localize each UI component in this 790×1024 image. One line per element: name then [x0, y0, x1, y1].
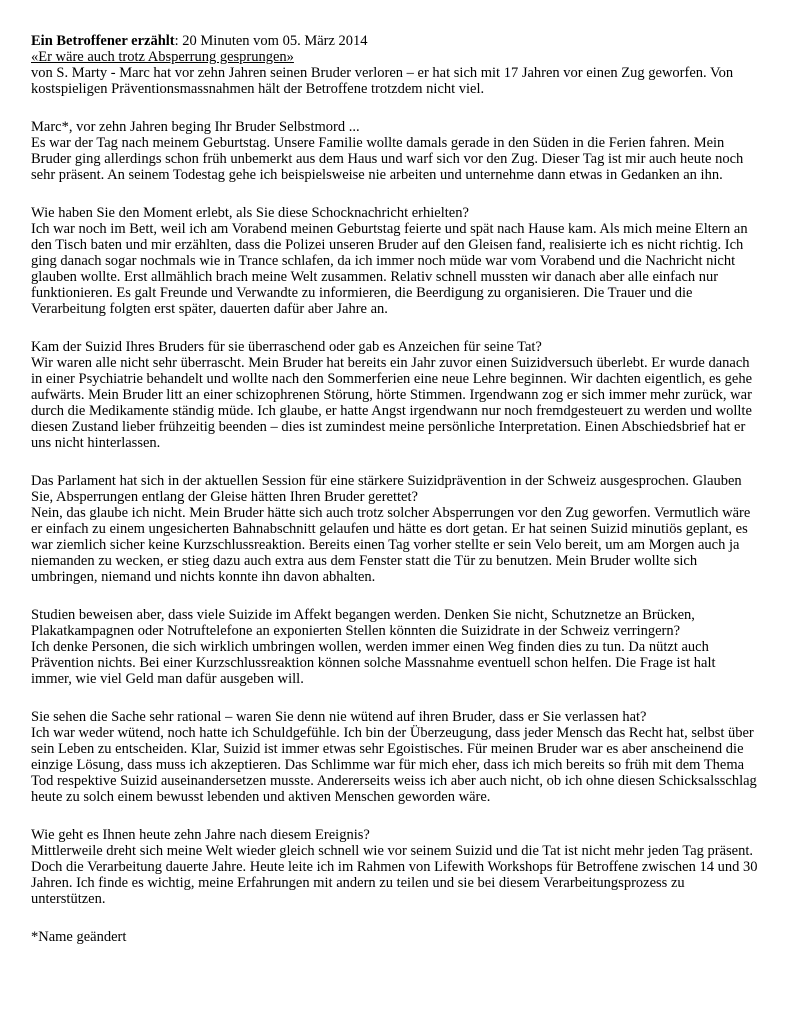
interview-answer: Ich denke Personen, die sich wirklich umbringen wollen, werden immer einen Weg finden dies zu tun. Da nützt auch Prävention nichts. Bei einer Kurzschlussreaktion können solche Massnahme eventuell schon helfen. Die Frage ist halt immer, wie viel Geld man dafür ausgeben will.: [31, 639, 716, 687]
article-source-label: Ein Betroffener erzählt: [31, 33, 175, 49]
interview-question: Das Parlament hat sich in der aktuellen Session für eine stärkere Suizidprävention in der Schweiz ausgesprochen. Glauben Sie, Absperrungen entlang der Gleise hätten Ihren Bruder gerettet?: [31, 473, 742, 505]
article-lead: von S. Marty - Marc hat vor zehn Jahren seinen Bruder verloren – er hat sich mit 17 Jahren vor einen Zug geworfen. Von kostspieligen Präventionsmassnahmen hält der Betroffene trotzdem nicht viel.: [31, 65, 734, 97]
article-lead-block: [31, 49, 759, 97]
article-source-line: [31, 33, 759, 49]
qa-block-6: [31, 709, 759, 805]
interview-answer: Ich war weder wütend, noch hatte ich Schuldgefühle. Ich bin der Überzeugung, dass jeder Mensch das Recht hat, selbst über sein Leben zu entscheiden. Klar, Suizid ist immer etwas sehr Egoistisches. Für meinen Bruder war es aber anscheinend die einzige Lösung, dass muss ich akzeptieren. Das Schlimme war für mich eher, dass ich mich bereits so früh mit dem Thema Tod respektive Suizid auseinandersetzen musste. Andererseits weiss ich aber auch nicht, ob ich ohne diesen Schicksalsschlag heute zu solch einem bewusst lebenden und aktiven Menschen geworden wäre.: [31, 725, 757, 805]
interview-answer: Nein, das glaube ich nicht. Mein Bruder hätte sich auch trotz solcher Absperrungen vor den Zug geworfen. Vermutlich wäre er einfach zu einem ungesicherten Bahnabschnitt gelaufen und hätte es dort getan. Er hat seinen Suizid minutiös geplant, es war ziemlich sicher keine Kurzschlussreaktion. Bereits einen Tag vorher stellte er sein Velo bereit, um am Morgen auch ja niemanden zu wecken, er stieg dazu auch extra aus dem Fenster statt die Tür zu benutzen. Mein Bruder wollte sich umbringen, niemand und nichts konnte ihn davon abhalten.: [31, 505, 751, 585]
interview-question: Sie sehen die Sache sehr rational – waren Sie denn nie wütend auf ihren Bruder, dass er Sie verlassen hat?: [31, 709, 647, 725]
footnote: *Name geändert: [31, 929, 127, 945]
qa-block-1: [31, 119, 759, 183]
interview-answer: Wir waren alle nicht sehr überrascht. Mein Bruder hat bereits ein Jahr zuvor einen Suizidversuch überlebt. Er wurde danach in einer Psychiatrie behandelt und wollte nach den Sommerferien eine neue Lehre beginnen. Wir dachten eigentlich, es gehe aufwärts. Mein Bruder litt an einer schizophrenen Störung, hörte Stimmen. Irgendwann zog er sich immer mehr zurück, war durch die Medikamente ständig müde. Ich glaube, er hatte Angst irgendwann nur noch fremdgesteuert zu werden und wollte diesen Zustand lieber frühzeitig beenden – dies ist zumindest meine persönliche Interpretation. Einen Abschiedsbrief hat er uns nicht hinterlassen.: [31, 355, 753, 451]
qa-block-7: [31, 827, 759, 907]
interview-question: Studien beweisen aber, dass viele Suizide im Affekt begangen werden. Denken Sie nicht, Schutznetze an Brücken, Plakatkampagnen oder Notruftelefone an exponierten Stellen könnten die Suizidrate in der Schweiz verringern?: [31, 607, 695, 639]
interview-question: Wie haben Sie den Moment erlebt, als Sie diese Schocknachricht erhielten?: [31, 205, 469, 221]
interview-answer: Es war der Tag nach meinem Geburtstag. Unsere Familie wollte damals gerade in den Süden in die Ferien fahren. Mein Bruder ging allerdings schon früh unbemerkt aus dem Haus und warf sich vor den Zug. Dieser Tag ist mir auch heute noch sehr präsent. An seinem Todestag gehe ich beispielsweise nie arbeiten und unternehme dann etwas in Gedanken an ihn.: [31, 135, 744, 183]
qa-block-3: [31, 339, 759, 451]
interview-answer: Mittlerweile dreht sich meine Welt wieder gleich schnell wie vor seinem Suizid und die Tat ist nicht mehr jeden Tag präsent. Doch die Verarbeitung dauerte Jahre. Heute leite ich im Rahmen von Lifewith Workshops für Betroffene zwischen 14 und 30 Jahren. Ich finde es wichtig, meine Erfahrungen mit andern zu teilen und sie bei diesem Verarbeitungsprozess zu unterstützen.: [31, 843, 758, 907]
qa-block-5: [31, 607, 759, 687]
qa-block-4: [31, 473, 759, 585]
article-source-detail: : 20 Minuten vom 05. März 2014: [174, 33, 368, 49]
qa-block-2: [31, 205, 759, 317]
interview-answer: Ich war noch im Bett, weil ich am Vorabend meinen Geburtstag feierte und spät nach Hause kam. Als mich meine Eltern an den Tisch baten und mir erzählten, dass die Polizei unseren Bruder auf den Gleisen fand, realisierte ich es nicht richtig. Ich ging danach sogar nochmals wie in Trance schlafen, da ich immer noch müde war vom Vorabend und die Nachricht nicht glauben wollte. Erst allmählich brach meine Welt zusammen. Relativ schnell mussten wir danach aber alle einfach nur funktionieren. Es galt Freunde und Verwandte zu informieren, die Beerdigung zu organisieren. Die Trauer und die Verarbeitung folgten erst später, dauerten dafür aber Jahre an.: [31, 221, 748, 317]
interview-question: Wie geht es Ihnen heute zehn Jahre nach diesem Ereignis?: [31, 827, 370, 843]
interview-question: Kam der Suizid Ihres Bruders für sie überraschend oder gab es Anzeichen für seine Tat?: [31, 339, 542, 355]
article-headline: «Er wäre auch trotz Absperrung gesprungen»: [31, 49, 294, 65]
interview-question: Marc*, vor zehn Jahren beging Ihr Bruder Selbstmord ...: [31, 119, 360, 135]
